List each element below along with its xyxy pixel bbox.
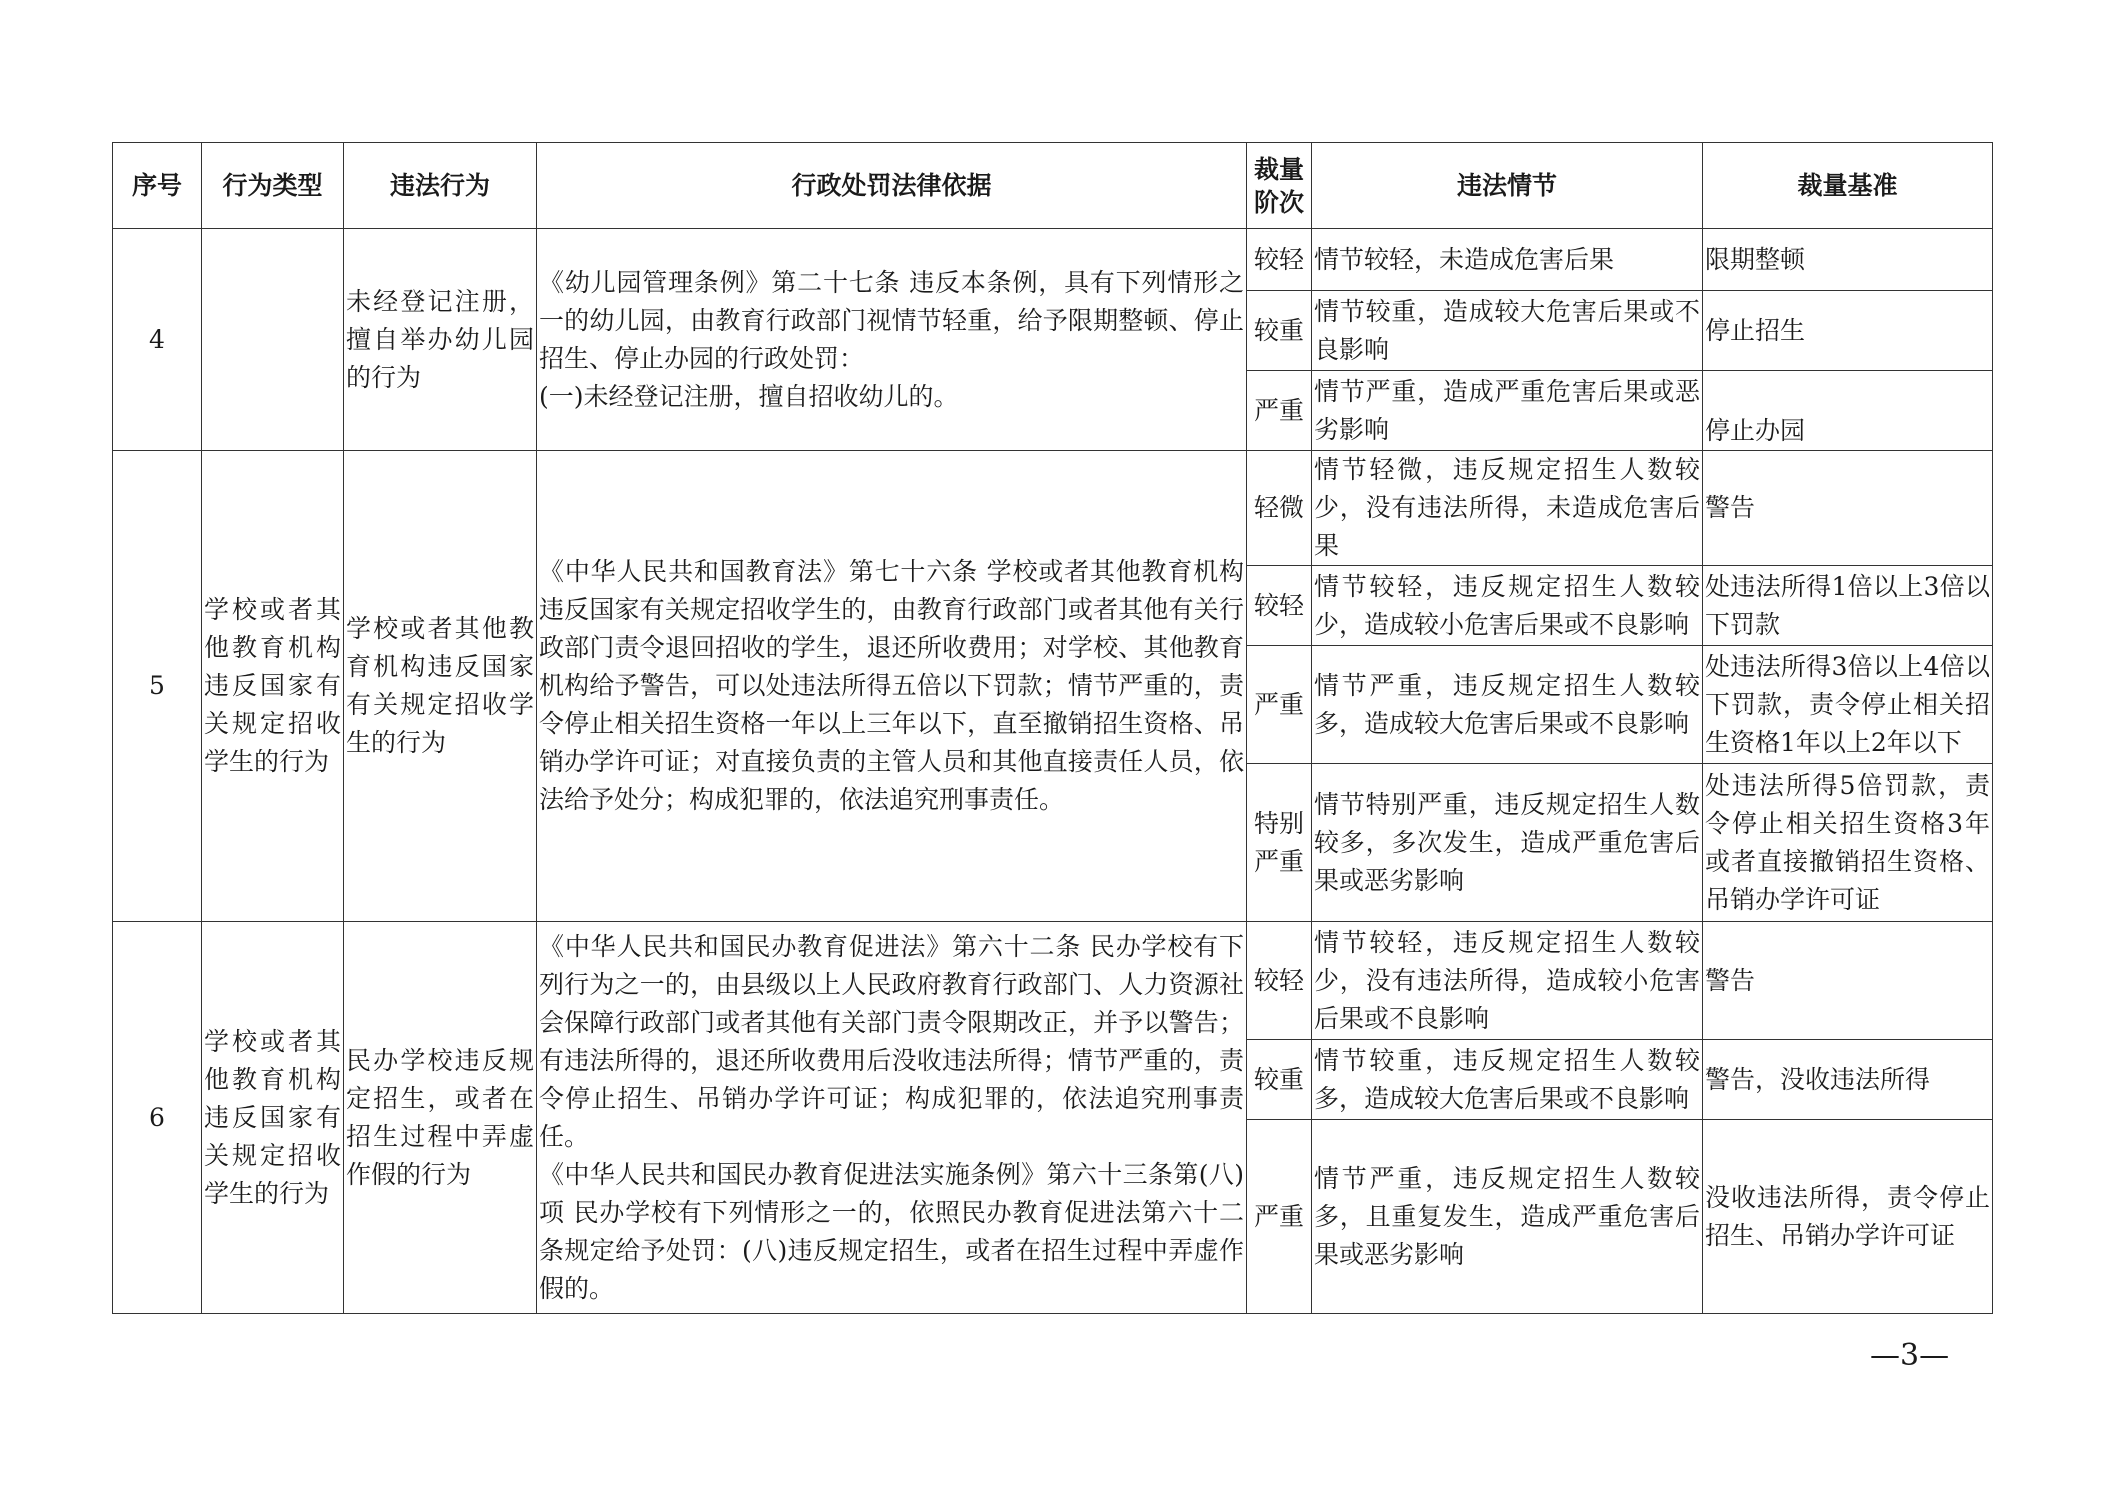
circ-cell: 情节严重，违反规定招生人数较多，造成较大危害后果或不良影响 (1312, 646, 1703, 764)
std-cell: 警告 (1703, 451, 1993, 566)
basis-cell: 《幼儿园管理条例》第二十七条 违反本条例，具有下列情形之一的幼儿园，由教育行政部门视情节轻重，给予限期整顿、停止招生、停止办园的行政处罚： (一)未经登记注册，擅自招收幼儿的。 (537, 229, 1247, 451)
header-std: 裁量基准 (1703, 143, 1993, 229)
type-cell (202, 229, 344, 451)
circ-cell: 情节严重，造成严重危害后果或恶劣影响 (1312, 371, 1703, 451)
header-level: 裁量 阶次 (1247, 143, 1312, 229)
std-cell: 限期整顿 (1703, 229, 1993, 291)
level-cell: 较重 (1247, 291, 1312, 371)
act-cell: 未经登记注册，擅自举办幼儿园的行为 (344, 229, 537, 451)
seq-cell: 5 (113, 451, 202, 922)
circ-cell: 情节较重，违反规定招生人数较多，造成较大危害后果或不良影响 (1312, 1040, 1703, 1120)
std-cell: 停止招生 (1703, 291, 1993, 371)
level-cell: 较重 (1247, 1040, 1312, 1120)
table-row (113, 451, 1993, 566)
act-cell: 民办学校违反规定招生，或者在招生过程中弄虚作假的行为 (344, 922, 537, 1314)
std-cell: 警告，没收违法所得 (1703, 1040, 1993, 1120)
header-row (113, 143, 1993, 229)
act-cell: 学校或者其他教育机构违反国家有关规定招收学生的行为 (344, 451, 537, 922)
circ-cell: 情节特别严重，违反规定招生人数较多，多次发生，造成严重危害后果或恶劣影响 (1312, 764, 1703, 922)
std-cell: 处违法所得1倍以上3倍以下罚款 (1703, 566, 1993, 646)
level-cell: 较轻 (1247, 229, 1312, 291)
basis-cell: 《中华人民共和国教育法》第七十六条 学校或者其他教育机构违反国家有关规定招收学生的，由教育行政部门或者其他有关行政部门责令退回招收的学生，退还所收费用；对学校、其他教育机构给予警告，可以处违法所得五倍以下罚款；情节严重的，责令停止相关招生资格一年以上三年以下，直至撤销招生资格、吊销办学许可证；对直接负责的主管人员和其他直接责任人员，依法给予处分；构成犯罪的，依法追究刑事责任。 (537, 451, 1247, 922)
circ-cell: 情节严重，违反规定招生人数较多，且重复发生，造成严重危害后果或恶劣影响 (1312, 1120, 1703, 1314)
circ-cell: 情节较重，造成较大危害后果或不良影响 (1312, 291, 1703, 371)
seq-cell: 6 (113, 922, 202, 1314)
level-cell: 较轻 (1247, 922, 1312, 1040)
level-cell: 严重 (1247, 646, 1312, 764)
header-seq: 序号 (113, 143, 202, 229)
header-circ: 违法情节 (1312, 143, 1703, 229)
header-act: 违法行为 (344, 143, 537, 229)
type-cell: 学校或者其他教育机构违反国家有关规定招收学生的行为 (202, 922, 344, 1314)
level-cell: 特别 严重 (1247, 764, 1312, 922)
seq-cell: 4 (113, 229, 202, 451)
table-row (113, 922, 1993, 1040)
header-basis: 行政处罚法律依据 (537, 143, 1247, 229)
type-cell: 学校或者其他教育机构违反国家有关规定招收学生的行为 (202, 451, 344, 922)
circ-cell: 情节较轻，未造成危害后果 (1312, 229, 1703, 291)
std-cell: 没收违法所得，责令停止招生、吊销办学许可证 (1703, 1120, 1993, 1314)
page-number: —3— (1870, 1338, 1950, 1373)
level-cell: 严重 (1247, 1120, 1312, 1314)
penalty-discretion-table (112, 142, 1993, 1314)
std-cell: 停止办园 (1703, 371, 1993, 451)
std-cell: 警告 (1703, 922, 1993, 1040)
std-cell: 处违法所得5倍罚款，责令停止相关招生资格3年或者直接撤销招生资格、吊销办学许可证 (1703, 764, 1993, 922)
circ-cell: 情节较轻，违反规定招生人数较少，造成较小危害后果或不良影响 (1312, 566, 1703, 646)
basis-cell: 《中华人民共和国民办教育促进法》第六十二条 民办学校有下列行为之一的，由县级以上人民政府教育行政部门、人力资源社会保障行政部门或者其他有关部门责令限期改正，并予以警告；有违法所得的，退还所收费用后没收违法所得；情节严重的，责令停止招生、吊销办学许可证；构成犯罪的，依法追究刑事责任。 《中华人民共和国民办教育促进法实施条例》第六十三条第(八)项 民办学校有下列情形之一的，依照民办教育促进法第六十二条规定给予处罚：(八)违反规定招生，或者在招生过程中弄虚作假的。 (537, 922, 1247, 1314)
level-cell: 严重 (1247, 371, 1312, 451)
table-row (113, 229, 1993, 291)
std-cell: 处违法所得3倍以上4倍以下罚款，责令停止相关招生资格1年以上2年以下 (1703, 646, 1993, 764)
level-cell: 轻微 (1247, 451, 1312, 566)
level-cell: 较轻 (1247, 566, 1312, 646)
circ-cell: 情节轻微，违反规定招生人数较少，没有违法所得，未造成危害后果 (1312, 451, 1703, 566)
header-type: 行为类型 (202, 143, 344, 229)
circ-cell: 情节较轻，违反规定招生人数较少，没有违法所得，造成较小危害后果或不良影响 (1312, 922, 1703, 1040)
